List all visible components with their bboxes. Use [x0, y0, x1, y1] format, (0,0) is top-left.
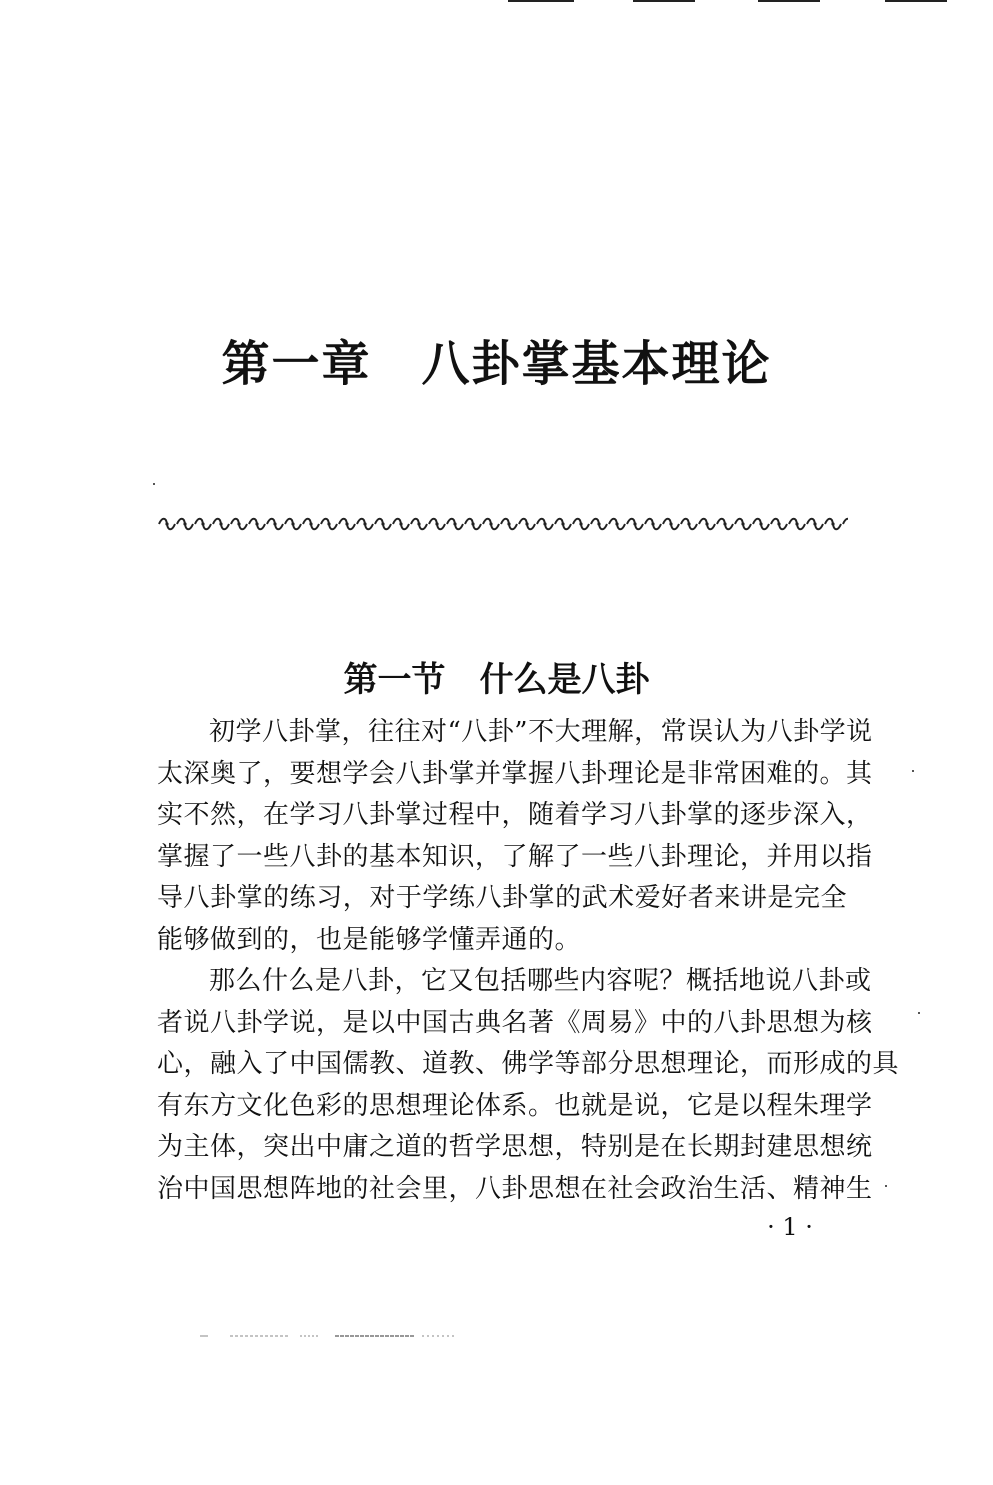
scan-speck [885, 1185, 887, 1187]
paragraph-line: 为主体，突出中庸之道的哲学思想，特别是在长期封建思想统 [157, 1132, 873, 1162]
paragraph-line: 者说八卦学说，是以中国古典名著《周易》中的八卦思想为核 [157, 1007, 873, 1038]
paragraph-line: 能够做到的，也是能够学懂弄通的。 [157, 924, 582, 955]
paragraph-line: 太深奥了，要想学会八卦掌并掌握八卦理论是非常困难的。其 [157, 758, 873, 789]
scan-speck [153, 483, 155, 485]
paragraph-line: 那么什么是八卦，它又包括哪些内容呢？概括地说八卦或 [209, 966, 872, 996]
paragraph-line: 心，融入了中国儒教、道教、佛学等部分思想理论，而形成的具 [157, 1049, 900, 1079]
chapter-title: 第一章 八卦掌基本理论 [221, 336, 772, 393]
paragraph-line: 有东方文化色彩的思想理论体系。也就是说，它是以程朱理学 [157, 1090, 873, 1121]
paragraph-line: 导八卦掌的练习，对于学练八卦掌的武术爱好者来讲是完全 [157, 883, 847, 913]
paragraph-line: 掌握了一些八卦的基本知识，了解了一些八卦理论，并用以指 [157, 841, 873, 872]
paragraph-line: 治中国思想阵地的社会里，八卦思想在社会政治生活、精神生 [157, 1173, 873, 1204]
scan-noise [200, 1334, 460, 1338]
paragraph-line: 初学八卦掌，往往对“八卦”不大理解，常误认为八卦学说 [209, 717, 873, 747]
decorative-ornament-divider [158, 514, 848, 534]
scan-speck [912, 770, 914, 772]
scan-speck [918, 1012, 920, 1014]
page-number: · 1 · [767, 1213, 813, 1241]
top-rule [633, 0, 695, 2]
section-title: 第一节 什么是八卦 [343, 660, 650, 701]
top-rule [508, 0, 574, 2]
top-rule [885, 0, 947, 2]
paragraph-line: 实不然，在学习八卦掌过程中，随着学习八卦掌的逐步深入， [157, 800, 873, 830]
body-text [157, 712, 900, 1210]
top-rule [758, 0, 820, 2]
